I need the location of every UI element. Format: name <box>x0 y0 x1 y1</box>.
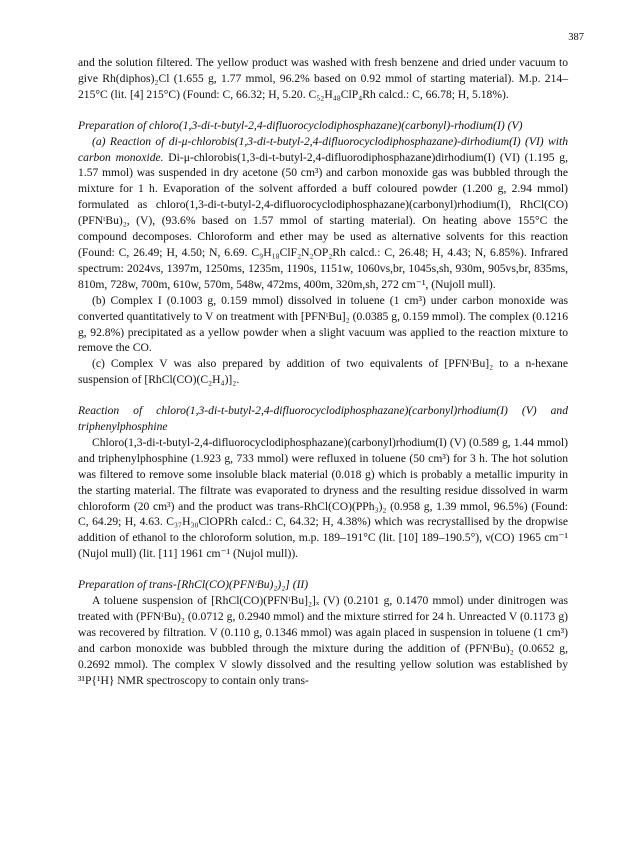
paragraph-reaction-pph3: Chloro(1,3-di-t-butyl-2,4-difluorocyclodiphosphazane)(carbonyl)rhodium(I) (V) (0.589 g, 1.44 mmol) and triphenylphosphine (1.923 g, 733 mmol) were refluxed in toluene (50 cm³) for 3 h. The hot solution was filtered to remove some insoluble black material (0.018 g) which is probably a metallic impurity in the starting material. The filtrate was evaporated to dryness and the resulting residue dissolved in warm chloroform (20 cm³) and the product was trans-RhCl(CO)(PPh₃)₂ (0.958 g, 1.39 mmol, 96.5%) (Found: C, 64.29; H, 4.63. C₃₇H₃₀ClOPRh calcd.: C, 64.32; H, 4.38%) which was recrystallised by the dropwise addition of ethanol to the chloroform solution, m.p. 189–191°C (lit. [10] 189–190.5°), ν(CO) 1965 cm⁻¹ (Nujol mull) (lit. [11] 1961 cm⁻¹ (Nujol mull)). <box>78 435 568 561</box>
section-heading-preparation-v: Preparation of chloro(1,3-di-t-butyl-2,4-difluorocyclodiphosphazane)(carbonyl)-rhodium(I) (V) <box>78 118 523 132</box>
section-heading-reaction-v-pph3: Reaction of chloro(1,3-di-t-butyl-2,4-difluorocyclodiphosphazane)(carbonyl)rhodium(I) (V) and triphenylphosphine <box>78 404 568 434</box>
paragraph-preparation-ii: A toluene suspension of [RhCl(CO)(PFNᵗBu]₂]ₓ (V) (0.2101 g, 0.1470 mmol) under dinitrogen was treated with (PFNᵗBu)₂ (0.0712 g, 0.2940 mmol) and the mixture stirred for 24 h. Unreacted V (0.1173 g) was recovered by filtration. V (0.110 g, 0.1346 mmol) was again placed in suspension in toluene (1 cm³) and carbon monoxide was bubbled through the mixture during the addition of (PFNᵗBu)₂ (0.0652 g, 0.2692 mmol). The complex V slowly dissolved and the resulting yellow solution was established by ³¹P{¹H} NMR spectroscopy to contain only trans- <box>78 594 568 687</box>
page-number: 387 <box>568 32 584 43</box>
section-heading-preparation-ii: Preparation of trans-[RhCl(CO)(PFNᵗBu)₂)₂] (II) <box>78 578 309 592</box>
paragraph-reaction-a <box>78 134 568 293</box>
paragraph-reaction-b: (b) Complex I (0.1003 g, 0.159 mmol) dissolved in toluene (1 cm³) under carbon monoxide was converted quantitatively to V on treatment with [PFNᵗBu]₂ (0.0385 g, 0.159 mmol). The complex (0.1216 g, 92.8%) precipitated as a yellow powder when a slight vacuum was applied to the reaction mixture to remove the CO. <box>78 293 568 355</box>
body-text-column <box>78 55 568 689</box>
subheading-reaction-a: (a) Reaction of di-μ-chlorobis(1,3-di-t-butyl-2,4-difluorocyclodiphosphazane)-dirhodium(I) (VI) with carbon monoxide. <box>78 134 568 164</box>
paragraph-rh-diphos: and the solution filtered. The yellow product was washed with fresh benzene and dried under vacuum to give Rh(diphos)₂Cl (1.655 g, 1.77 mmol, 96.2% based on 0.92 mmol of starting material). M.p. 214–215°C (lit. [4] 215°C) (Found: C, 66.32; H, 5.20. C₅₂H₄₈ClP₄Rh calcd.: C, 66.78; H, 5.18%). <box>78 56 568 101</box>
paragraph-reaction-c: (c) Complex V was also prepared by addition of two equivalents of [PFNᵗBu]₂ to a n-hexane suspension of [RhCl(CO)(C₂H₄)]₂. <box>78 357 568 387</box>
paragraph-reaction-a-text: Di-μ-chlorobis(1,3-di-t-butyl-2,4-difluorodiphosphazane)dirhodium(I) (VI) (1.195 g, 1.57 mmol) was suspended in dry acetone (50 cm³) and carbon monoxide gas was bubbled through the mixture for 1 h. Evaporation of the solvent afforded a buff coloured powder (1.200 g, 2.94 mmol) formulated as chloro(1,3-di-t-butyl-2,4-difluorocyclodiphosphazane)(carbonyl)rhodium(I), RhCl(CO)(PFNᵗBu)₂, (V), (93.6% based on 1.57 mmol of starting material). On heating above 155°C the compound decomposes. Chloroform and ether may be used as alternative solvents for this reaction (Found: C, 26.49; H, 4.50; N, 6.69. C₉H₁₈ClF₂N₂OP₂Rh calcd.: C, 26.48; H, 4.43; N, 6.85%). Infrared spectrum: 2024vs, 1397m, 1250ms, 1235m, 1190s, 1151w, 1060vs,br, 1045s,sh, 930m, 905vs,br, 835ms, 810m, 728w, 700m, 610w, 570m, 548w, 472ms, 400m, 320m,sh, 272 cm⁻¹, (Nujoll mull). <box>78 150 568 291</box>
